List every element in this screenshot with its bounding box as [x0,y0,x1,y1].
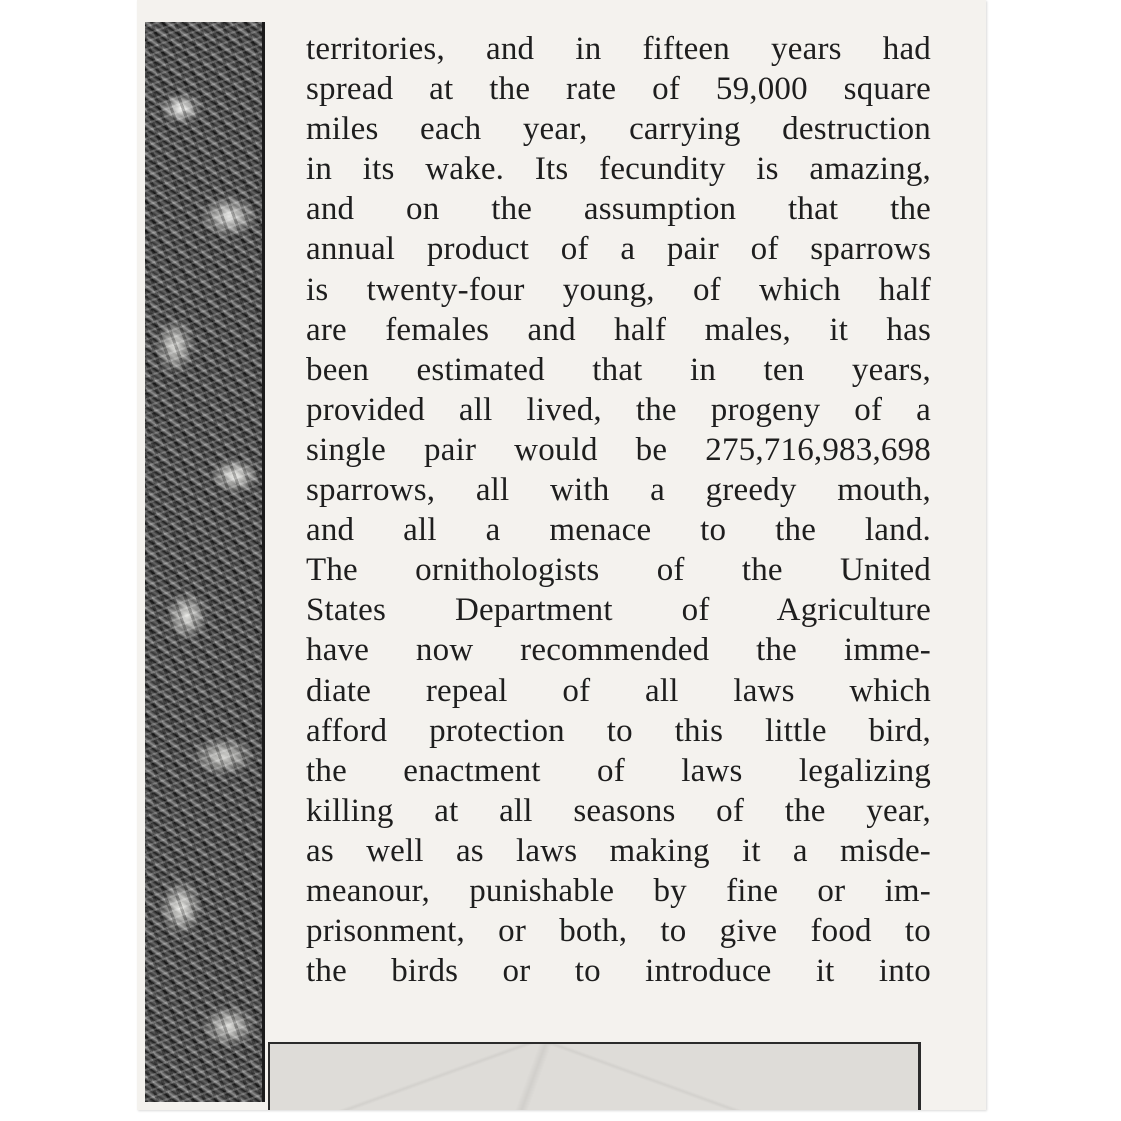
text-line: and all a menace to the land. [306,512,931,549]
text-line: the birds or to introduce it into [306,953,931,990]
text-line: sparrows, all with a greedy mouth, [306,472,931,509]
text-line: and on the assumption that the [306,191,931,228]
text-line: provided all lived, the progeny of a [306,391,931,428]
text-line: States Department of Agriculture [306,592,931,629]
text-line: single pair would be 275,716,983,698 [306,431,931,468]
halftone-photo-strip [145,22,265,1102]
text-line: territories, and in fifteen years had [306,31,931,67]
column-rule [262,22,265,1102]
text-line: in its wake. Its fecundity is amazing, [306,151,931,188]
text-line: annual product of a pair of sparrows [306,231,931,268]
text-line: diate repeal of all laws which [306,672,931,709]
text-line: meanour, punishable by fine or im- [306,872,931,909]
magazine-clipping [137,0,986,1110]
text-line: been estimated that in ten years, [306,351,931,388]
text-line: killing at all seasons of the year, [306,792,931,829]
text-line: The ornithologists of the United [306,552,931,589]
article-text [306,29,931,991]
illustration-plate-edge [268,1042,921,1110]
text-line: is twenty-four young, of which half [306,271,931,308]
text-line: the enactment of laws legalizing [306,752,931,789]
text-line: miles each year, carrying destruction [306,111,931,148]
text-line: have now recommended the imme- [306,632,931,669]
text-line: as well as laws making it a misde- [306,832,931,869]
text-line: are females and half males, it has [306,311,931,348]
text-line: spread at the rate of 59,000 square [306,71,931,108]
text-line: prisonment, or both, to give food to [306,913,931,950]
text-line: afford protection to this little bird, [306,712,931,749]
